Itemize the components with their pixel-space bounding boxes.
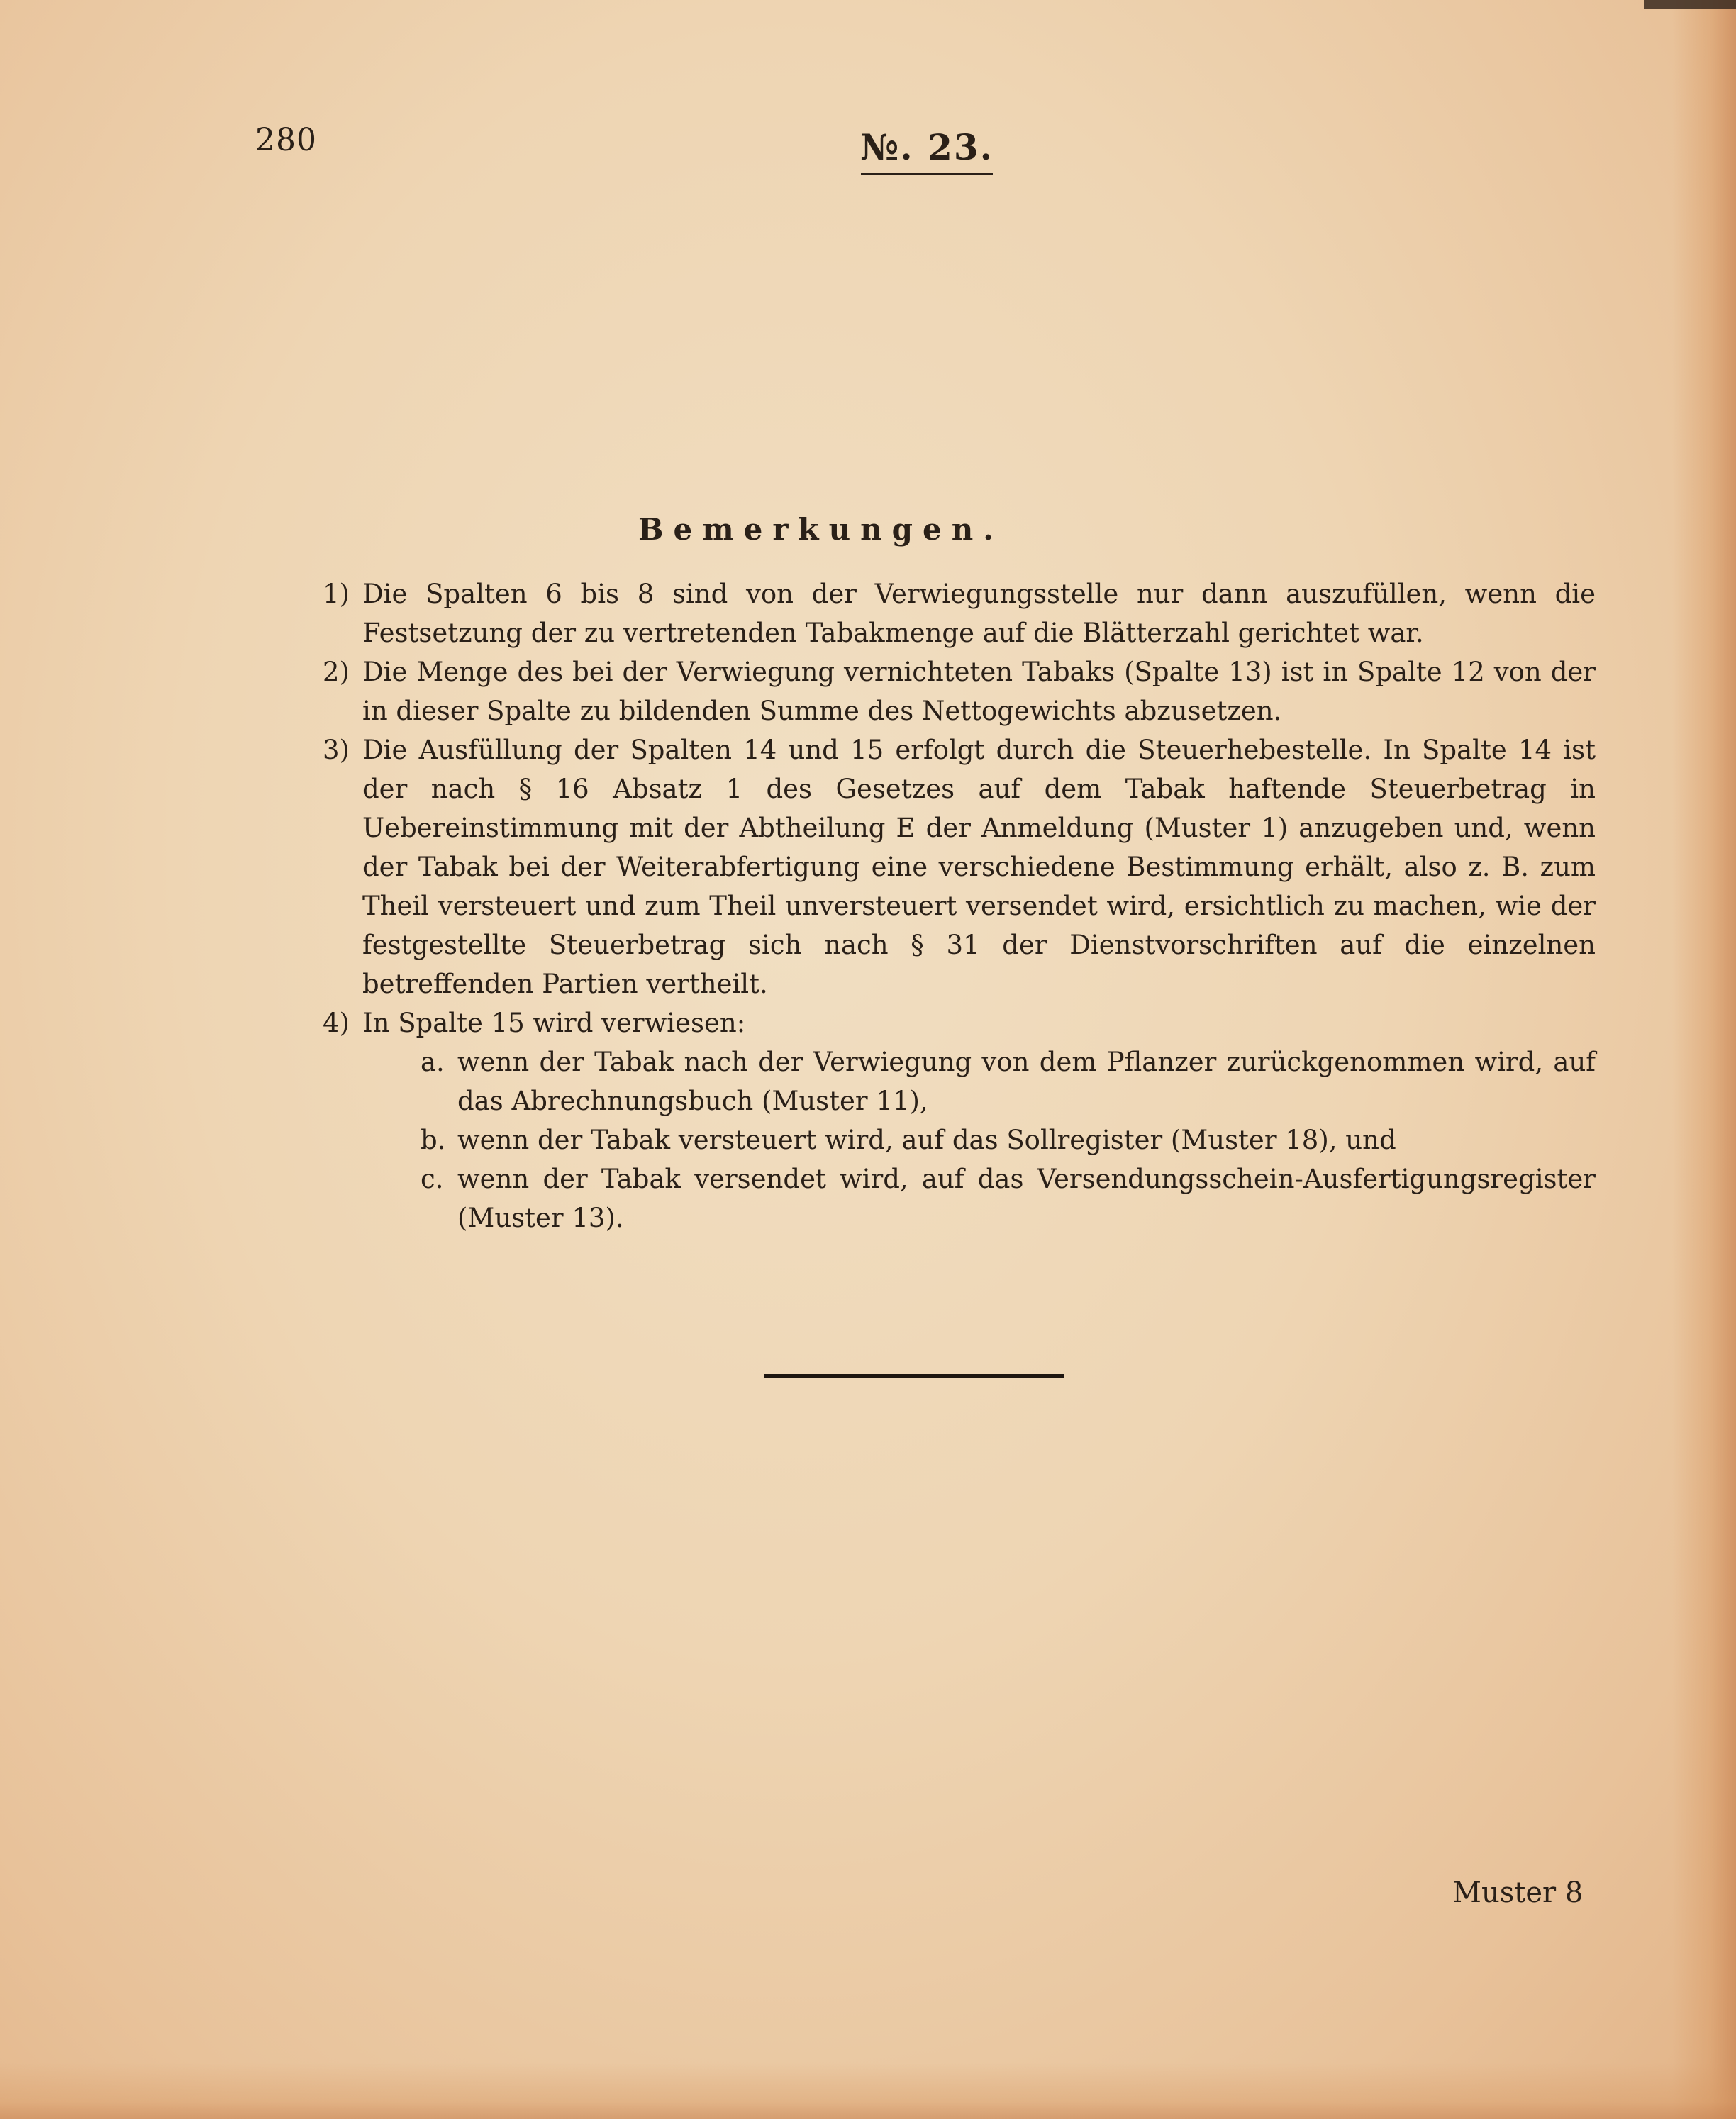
- document-number: №. 23.: [859, 126, 994, 168]
- remark-text: In Spalte 15 wird verwiesen:: [362, 1008, 746, 1038]
- remark-item: [323, 574, 1596, 652]
- remark-subitem: [360, 1120, 1596, 1159]
- subitem-letter: b.: [421, 1125, 446, 1155]
- remark-item: [323, 1003, 1596, 1238]
- page-number: 280: [255, 122, 317, 158]
- paper-edge-shading: [1672, 0, 1736, 2119]
- section-divider-rule: [764, 1374, 1064, 1378]
- remark-subitem: [360, 1042, 1596, 1120]
- subitem-text: wenn der Tabak versendet wird, auf das Versendungsschein-Ausfertigungsregister (Muster 13).: [457, 1164, 1596, 1233]
- subitem-letter: a.: [421, 1047, 445, 1077]
- subitem-text: wenn der Tabak versteuert wird, auf das Sollregister (Muster 18), und: [457, 1125, 1396, 1155]
- footer-label: Muster 8: [1452, 1876, 1584, 1909]
- paper-bottom-shading: [0, 2062, 1736, 2119]
- remark-item: [323, 652, 1596, 730]
- subitem-text: wenn der Tabak nach der Verwiegung von dem Pflanzer zurückgenommen wird, auf das Abrechnungsbuch (Muster 11),: [457, 1047, 1596, 1116]
- remark-number: 2): [323, 657, 350, 687]
- remarks-list: [323, 574, 1596, 1238]
- document-number-underline: [861, 173, 993, 175]
- subitem-letter: c.: [421, 1164, 444, 1194]
- remark-subitem: [360, 1159, 1596, 1238]
- remark-text: Die Ausfüllung der Spalten 14 und 15 erfolgt durch die Steuerhebestelle. In Spalte 14 ist der nach § 16 Absatz 1 des Gesetzes auf dem Tabak haftende Steuerbetrag in Uebereinstimmung mit der Abtheilung E der Anmeldung (Muster 1) anzugeben und, wenn der Tabak bei der Weiterabfertigung eine verschiedene Bestimmung erhält, also z. B. zum Theil versteuert und zum Theil unversteuert versendet wird, ersichtlich zu machen, wie der festgestellte Steuerbetrag sich nach § 31 der Dienstvorschriften auf die einzelnen betreffenden Partien vertheilt.: [362, 735, 1596, 999]
- remarks-heading: Bemerkungen.: [638, 512, 1003, 547]
- remark-sublist: [360, 1042, 1596, 1238]
- remark-text: Die Spalten 6 bis 8 sind von der Verwiegungsstelle nur dann auszufüllen, wenn die Festsetzung der zu vertretenden Tabakmenge auf die Blätterzahl gerichtet war.: [362, 579, 1596, 648]
- remark-text: Die Menge des bei der Verwiegung vernichteten Tabaks (Spalte 13) ist in Spalte 12 von der in dieser Spalte zu bildenden Summe des Nettogewichts abzusetzen.: [362, 657, 1596, 726]
- scan-corner-strip: [1644, 0, 1736, 9]
- remark-item: [323, 730, 1596, 1003]
- remark-number: 1): [323, 579, 350, 609]
- remark-number: 4): [323, 1008, 350, 1038]
- remark-number: 3): [323, 735, 350, 765]
